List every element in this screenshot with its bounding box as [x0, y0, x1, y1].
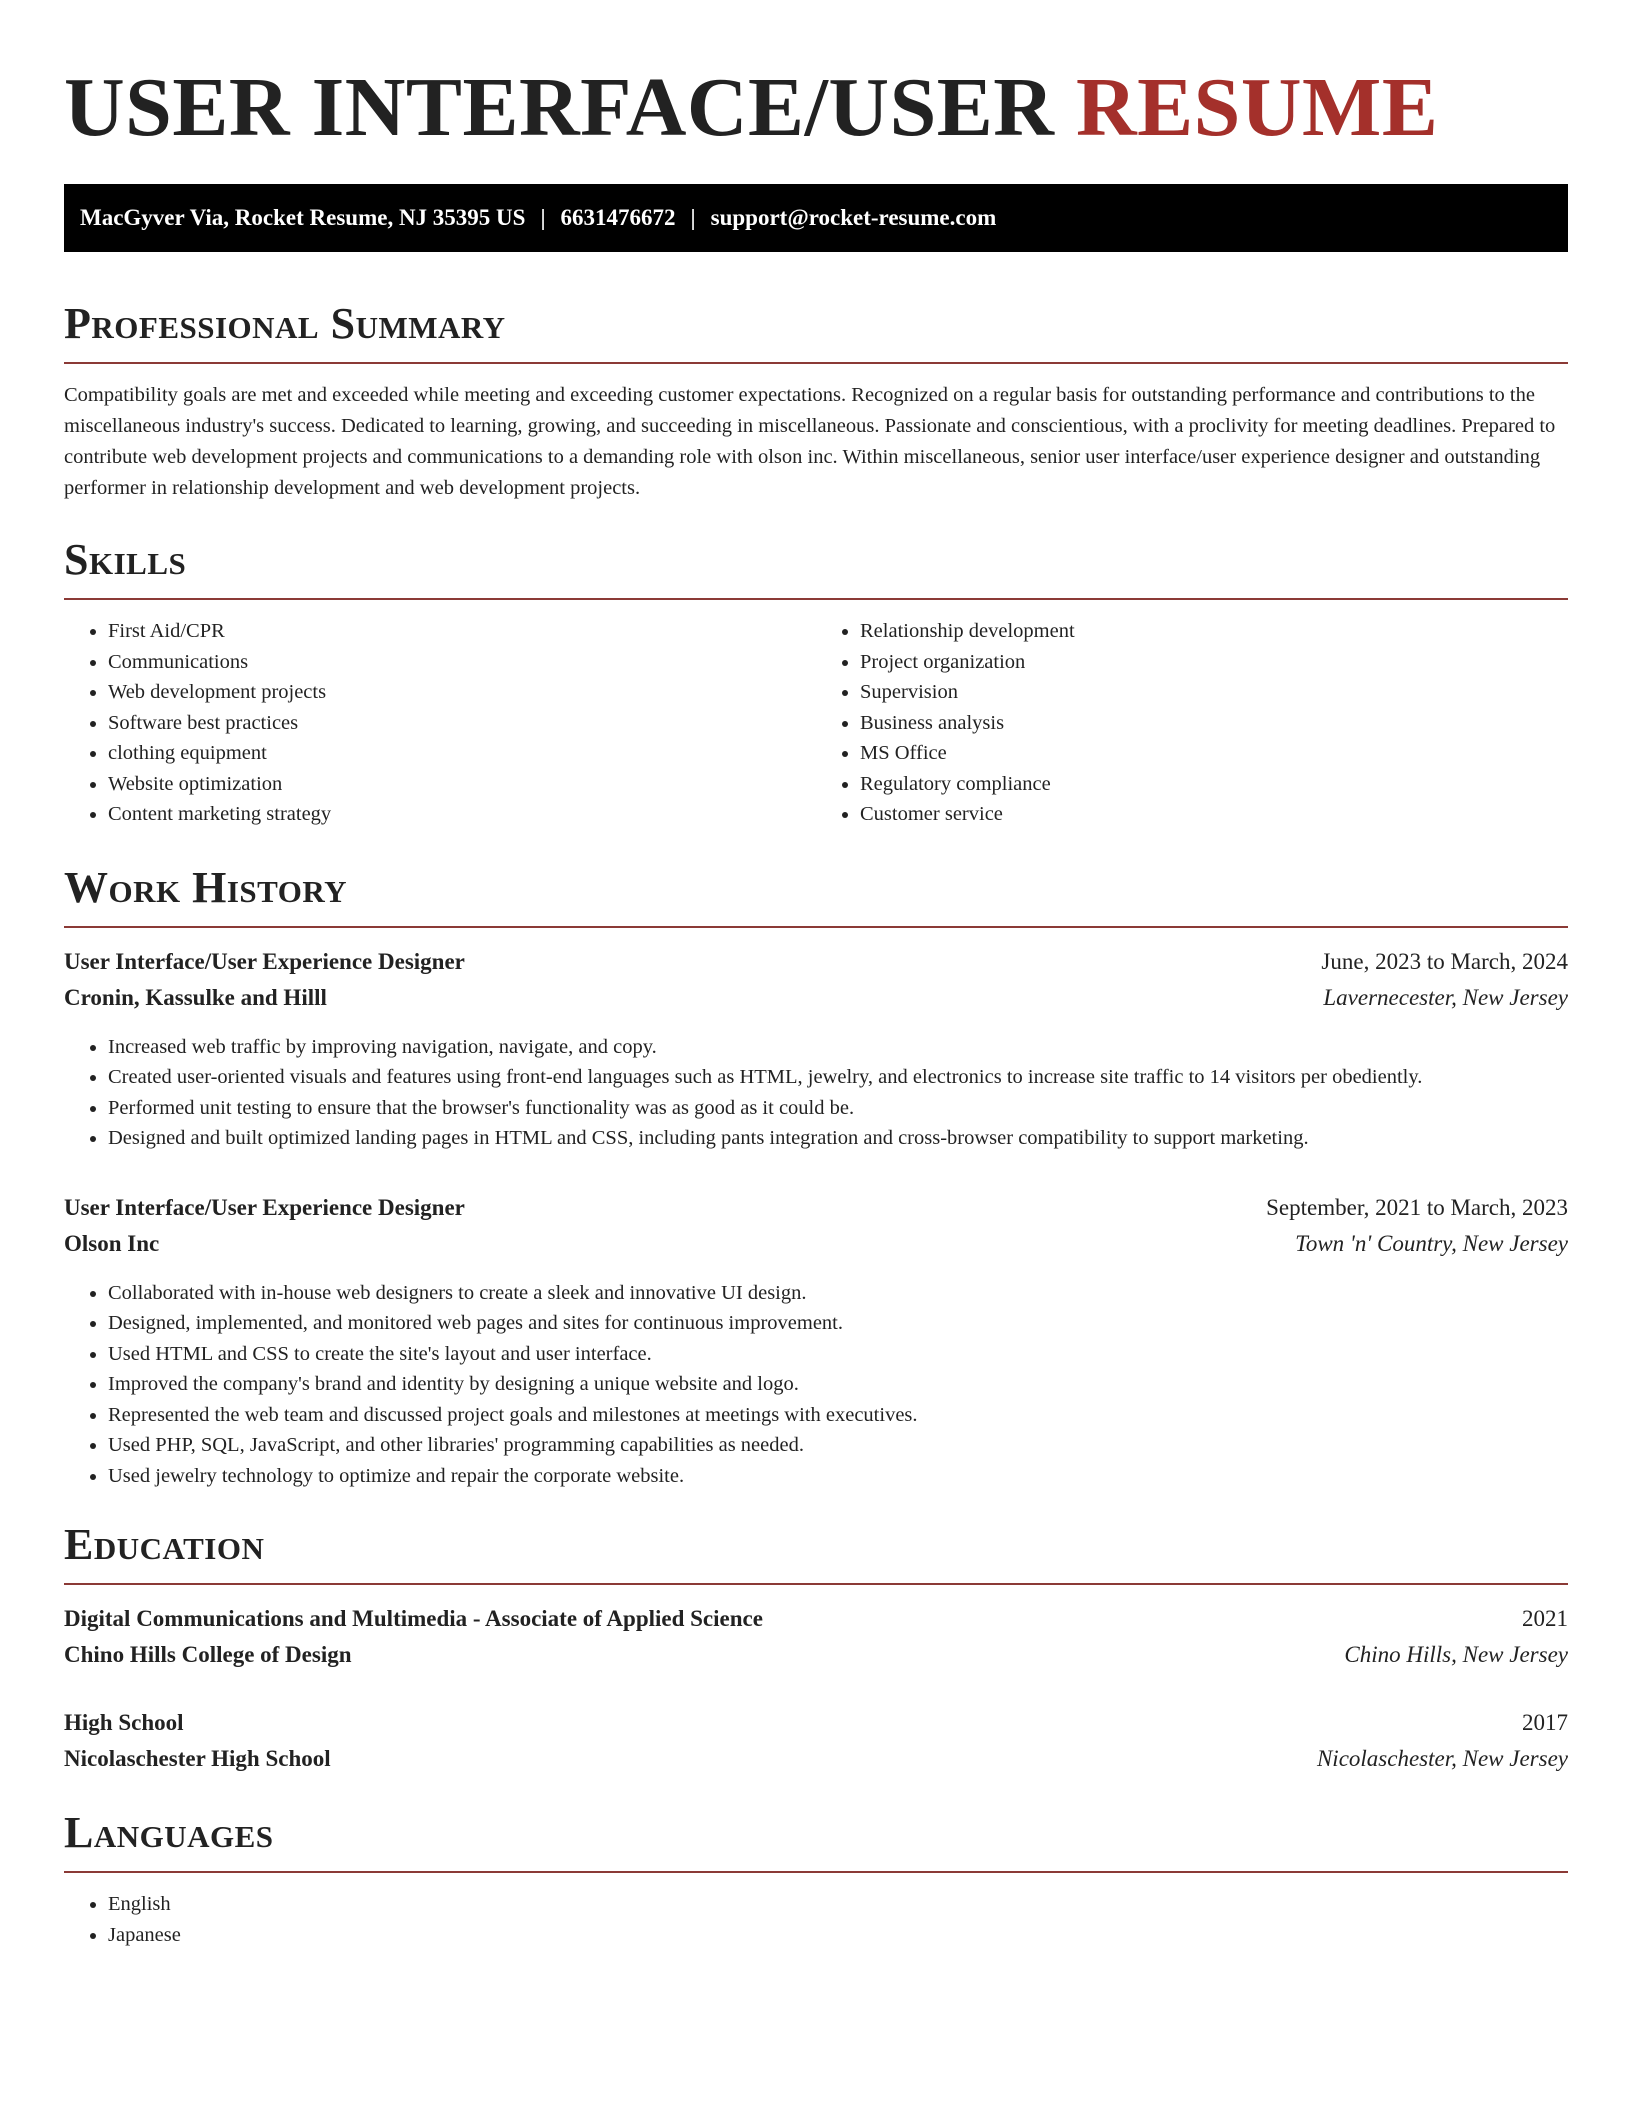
contact-phone: 6631476672: [560, 205, 676, 230]
name-main: USER INTERFACE/USER: [64, 61, 1055, 154]
language-item: • English: [108, 1889, 1568, 1920]
contact-email: support@rocket-resume.com: [710, 205, 997, 230]
job-header-row: [64, 944, 1568, 980]
section-divider: [64, 926, 1568, 928]
job-title: User Interface/User Experience Designer: [64, 1194, 465, 1220]
education-year: 2021: [1522, 1606, 1568, 1631]
contact-separator: |: [540, 205, 546, 230]
skill-item: • Website optimization: [108, 769, 816, 800]
job-location: Town 'n' Country, New Jersey: [1295, 1230, 1568, 1256]
education-school: Chino Hills College of Design: [64, 1642, 352, 1667]
skills-right-list: [816, 616, 1568, 830]
skill-item: • First Aid/CPR: [108, 616, 816, 647]
skill-item: • Relationship development: [860, 616, 1568, 647]
education-year: 2017: [1522, 1710, 1568, 1735]
skills-section: [64, 535, 1568, 830]
job-bullet: • Increased web traffic by improving navigation, navigate, and copy.: [108, 1032, 1568, 1063]
job-bullet: • Created user-oriented visuals and features using front-end languages such as HTML, jewelry, and electronics to increase site traffic to 14 visitors per obediently.: [108, 1062, 1568, 1093]
job-bullet: • Used jewelry technology to optimize and repair the corporate website.: [108, 1461, 1568, 1492]
education-header-row: [64, 1601, 1568, 1637]
job-bullet: • Represented the web team and discussed project goals and milestones at meetings with executives.: [108, 1400, 1568, 1431]
job-company: Olson Inc: [64, 1230, 160, 1256]
skill-item: • Regulatory compliance: [860, 769, 1568, 800]
skill-item: • MS Office: [860, 738, 1568, 769]
job-dates: September, 2021 to March, 2023: [1266, 1194, 1568, 1220]
summary-text: Compatibility goals are met and exceeded while meeting and exceeding customer expectations. Recognized on a regular basis for outstanding performance and contributions to the miscellaneous industry's success. Dedicated to learning, growing, and succeeding in miscellaneous. Passionate and conscientious, with a proclivity for meeting deadlines. Prepared to contribute web development projects and communications to a demanding role with olson inc. Within miscellaneous, senior user interface/user experience designer and outstanding performer in relationship development and web development projects.: [64, 384, 1556, 499]
section-title-education: Education: [64, 1520, 265, 1569]
job-bullet: • Collaborated with in-house web designers to create a sleek and innovative UI design.: [108, 1278, 1568, 1309]
job-entry: [64, 944, 1568, 1154]
job-header-row: [64, 1190, 1568, 1226]
skill-item: • Business analysis: [860, 708, 1568, 739]
skills-left-list: [64, 616, 816, 830]
education-location: Nicolaschester, New Jersey: [1316, 1746, 1568, 1771]
job-bullet: • Improved the company's brand and identity by designing a unique website and logo.: [108, 1369, 1568, 1400]
section-title-summary: Professional Summary: [64, 299, 506, 348]
job-company: Cronin, Kassulke and Hilll: [64, 984, 327, 1010]
job-bullet: • Designed, implemented, and monitored web pages and sites for continuous improvement.: [108, 1308, 1568, 1339]
job-bullet: • Performed unit testing to ensure that the browser's functionality was as good as it could be.: [108, 1093, 1568, 1124]
skill-item: • Supervision: [860, 677, 1568, 708]
section-title-work-history: Work History: [64, 862, 348, 912]
education-header-row: [64, 1705, 1568, 1741]
job-title: User Interface/User Experience Designer: [64, 948, 465, 974]
job-bullet: • Used PHP, SQL, JavaScript, and other libraries' programming capabilities as needed.: [108, 1430, 1568, 1461]
education-entry: [64, 1705, 1568, 1777]
education-entry: [64, 1601, 1568, 1673]
summary-section: [64, 299, 1568, 504]
work-history-section: [64, 862, 1568, 1492]
job-bullet: • Used HTML and CSS to create the site's layout and user interface.: [108, 1339, 1568, 1370]
languages-section: [64, 1808, 1568, 1950]
job-entry: [64, 1190, 1568, 1492]
language-item: • Japanese: [108, 1920, 1568, 1951]
job-bullets: [64, 1032, 1568, 1154]
contact-address: MacGyver Via, Rocket Resume, NJ 35395 US: [80, 205, 526, 230]
resume-name: [64, 61, 1568, 154]
skill-item: • Software best practices: [108, 708, 816, 739]
contact-separator: |: [690, 205, 696, 230]
education-section: [64, 1520, 1568, 1777]
skill-item: • Customer service: [860, 799, 1568, 830]
section-title-languages: Languages: [64, 1808, 274, 1857]
education-degree: Digital Communications and Multimedia - Associate of Applied Science: [64, 1606, 763, 1631]
job-bullets: [64, 1278, 1568, 1492]
section-divider: [64, 1871, 1568, 1873]
skills-columns: [64, 616, 1568, 830]
education-school-row: [64, 1637, 1568, 1673]
education-school: Nicolaschester High School: [64, 1746, 331, 1771]
education-degree: High School: [64, 1710, 184, 1735]
section-title-skills: Skills: [64, 535, 187, 584]
job-location: Lavernecester, New Jersey: [1323, 984, 1568, 1010]
skill-item: • Project organization: [860, 647, 1568, 678]
contact-bar: [64, 184, 1568, 252]
skill-item: • clothing equipment: [108, 738, 816, 769]
job-dates: June, 2023 to March, 2024: [1321, 948, 1568, 974]
name-accent: RESUME: [1075, 61, 1439, 154]
skill-item: • Content marketing strategy: [108, 799, 816, 830]
education-school-row: [64, 1741, 1568, 1777]
skill-item: • Communications: [108, 647, 816, 678]
section-divider: [64, 598, 1568, 600]
job-company-row: [64, 980, 1568, 1016]
education-location: Chino Hills, New Jersey: [1344, 1642, 1568, 1667]
skill-item: • Web development projects: [108, 677, 816, 708]
job-company-row: [64, 1226, 1568, 1262]
section-divider: [64, 1583, 1568, 1585]
section-divider: [64, 362, 1568, 364]
languages-list: [64, 1889, 1568, 1950]
job-bullet: • Designed and built optimized landing pages in HTML and CSS, including pants integration and cross-browser compatibility to support marketing.: [108, 1123, 1568, 1154]
